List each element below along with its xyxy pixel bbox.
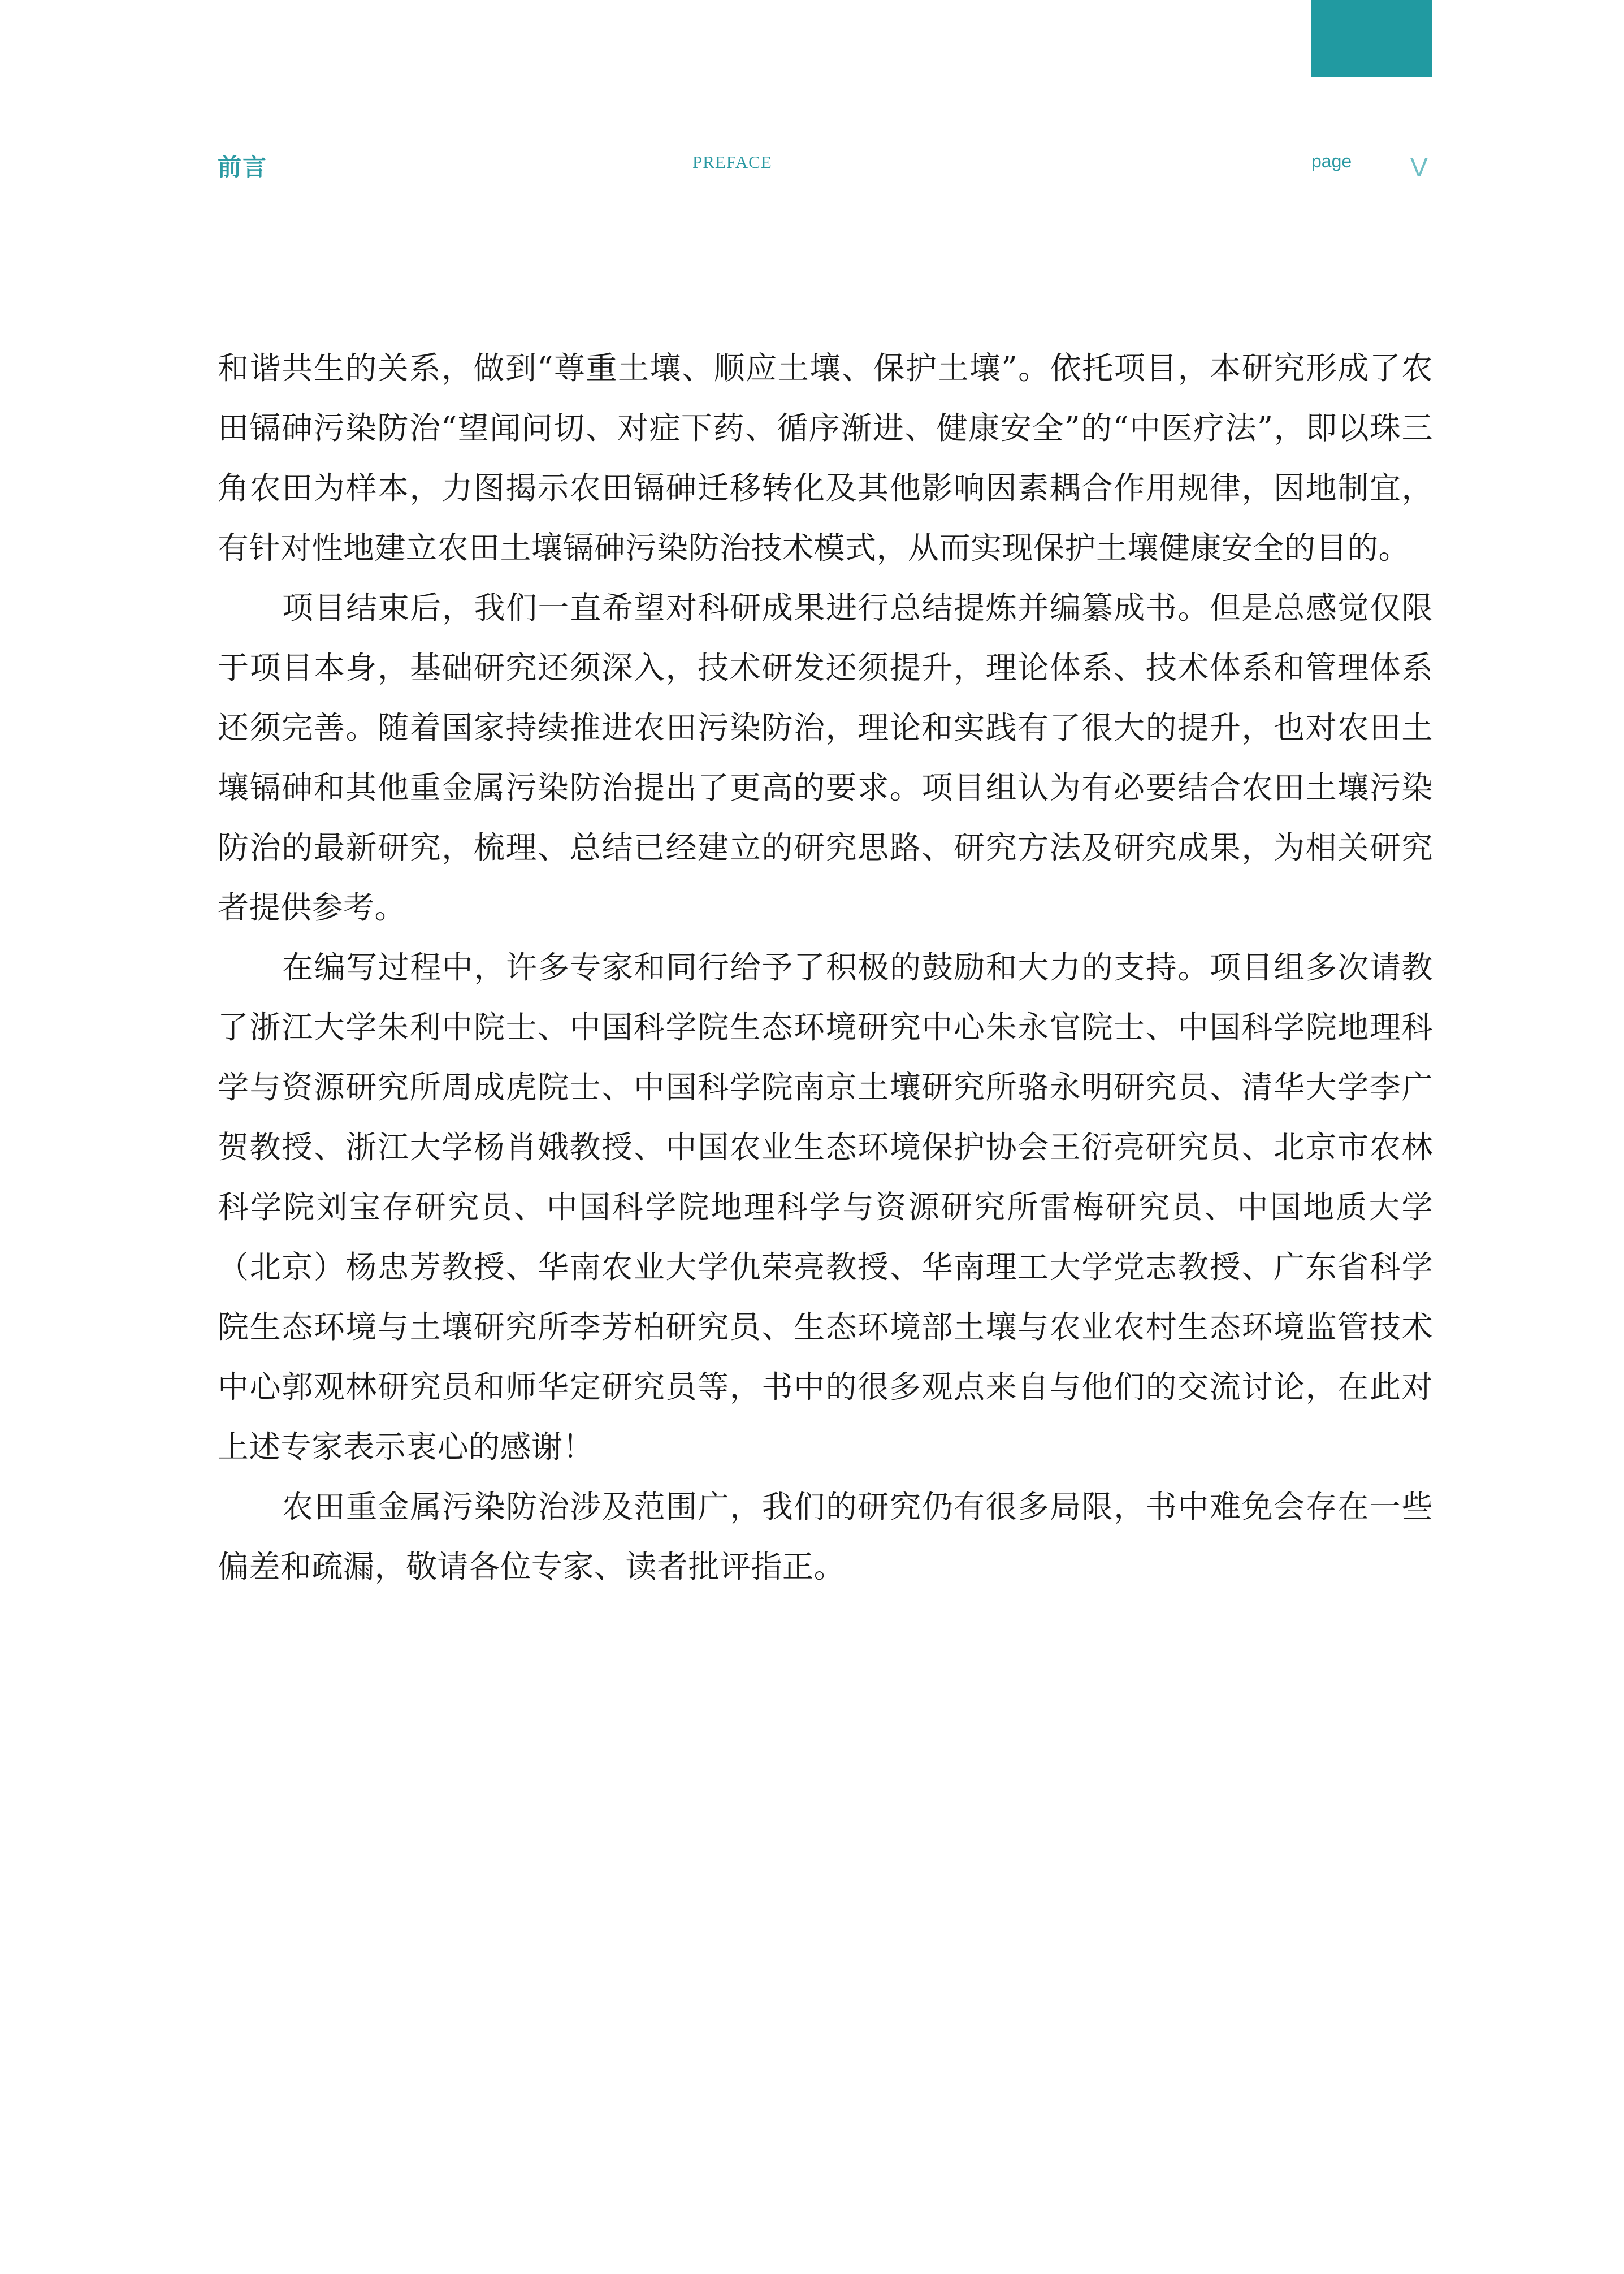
paragraph: 农田重金属污染防治涉及范围广，我们的研究仍有很多局限，书中难免会存在一些偏差和疏漏，敬请各位专家、读者批评指正。 (218, 1489, 1433, 1585)
running-header (218, 144, 1433, 189)
page-number: V (1410, 153, 1428, 182)
paragraph: 项目结束后，我们一直希望对科研成果进行总结提炼并编纂成书。但是总感觉仅限于项目本身，基础研究还须深入，技术研发还须提升，理论体系、技术体系和管理体系还须完善。随着国家持续推进农田污染防治，理论和实践有了很大的提升，也对农田土壤镉砷和其他重金属污染防治提出了更高的要求。项目组认为有必要结合农田土壤污染防治的最新研究，梳理、总结已经建立的研究思路、研究方法及研究成果，为相关研究者提供参考。 (218, 590, 1433, 926)
header-page-label: page (1311, 151, 1352, 171)
header-preface: PREFACE (692, 152, 772, 172)
header-title: 前言 (218, 153, 268, 181)
paragraph: 在编写过程中，许多专家和同行给予了积极的鼓励和大力的支持。项目组多次请教了浙江大学朱利中院士、中国科学院生态环境研究中心朱永官院士、中国科学院地理科学与资源研究所周成虎院士、中国科学院南京土壤研究所骆永明研究员、清华大学李广贺教授、浙江大学杨肖娥教授、中国农业生态环境保护协会王衍亮研究员、北京市农林科学院刘宝存研究员、中国科学院地理科学与资源研究所雷梅研究员、中国地质大学（北京）杨忠芳教授、华南农业大学仇荣亮教授、华南理工大学党志教授、广东省科学院生态环境与土壤研究所李芳柏研究员、生态环境部土壤与农业农村生态环境监管技术中心郭观林研究员和师华定研究员等，书中的很多观点来自与他们的交流讨论，在此对上述专家表示衷心的感谢！ (218, 949, 1433, 1465)
body-text (218, 338, 1433, 1597)
corner-color-tab (1311, 0, 1432, 77)
paragraph-continued: 和谐共生的关系，做到“尊重土壤、顺应土壤、保护土壤”。依托项目，本研究形成了农田镉砷污染防治“望闻问切、对症下药、循序渐进、健康安全”的“中医疗法”，即以珠三角农田为样本，力图揭示农田镉砷迁移转化及其他影响因素耦合作用规律，因地制宜，有针对性地建立农田土壤镉砷污染防治技术模式，从而实现保护土壤健康安全的目的。 (218, 350, 1433, 566)
